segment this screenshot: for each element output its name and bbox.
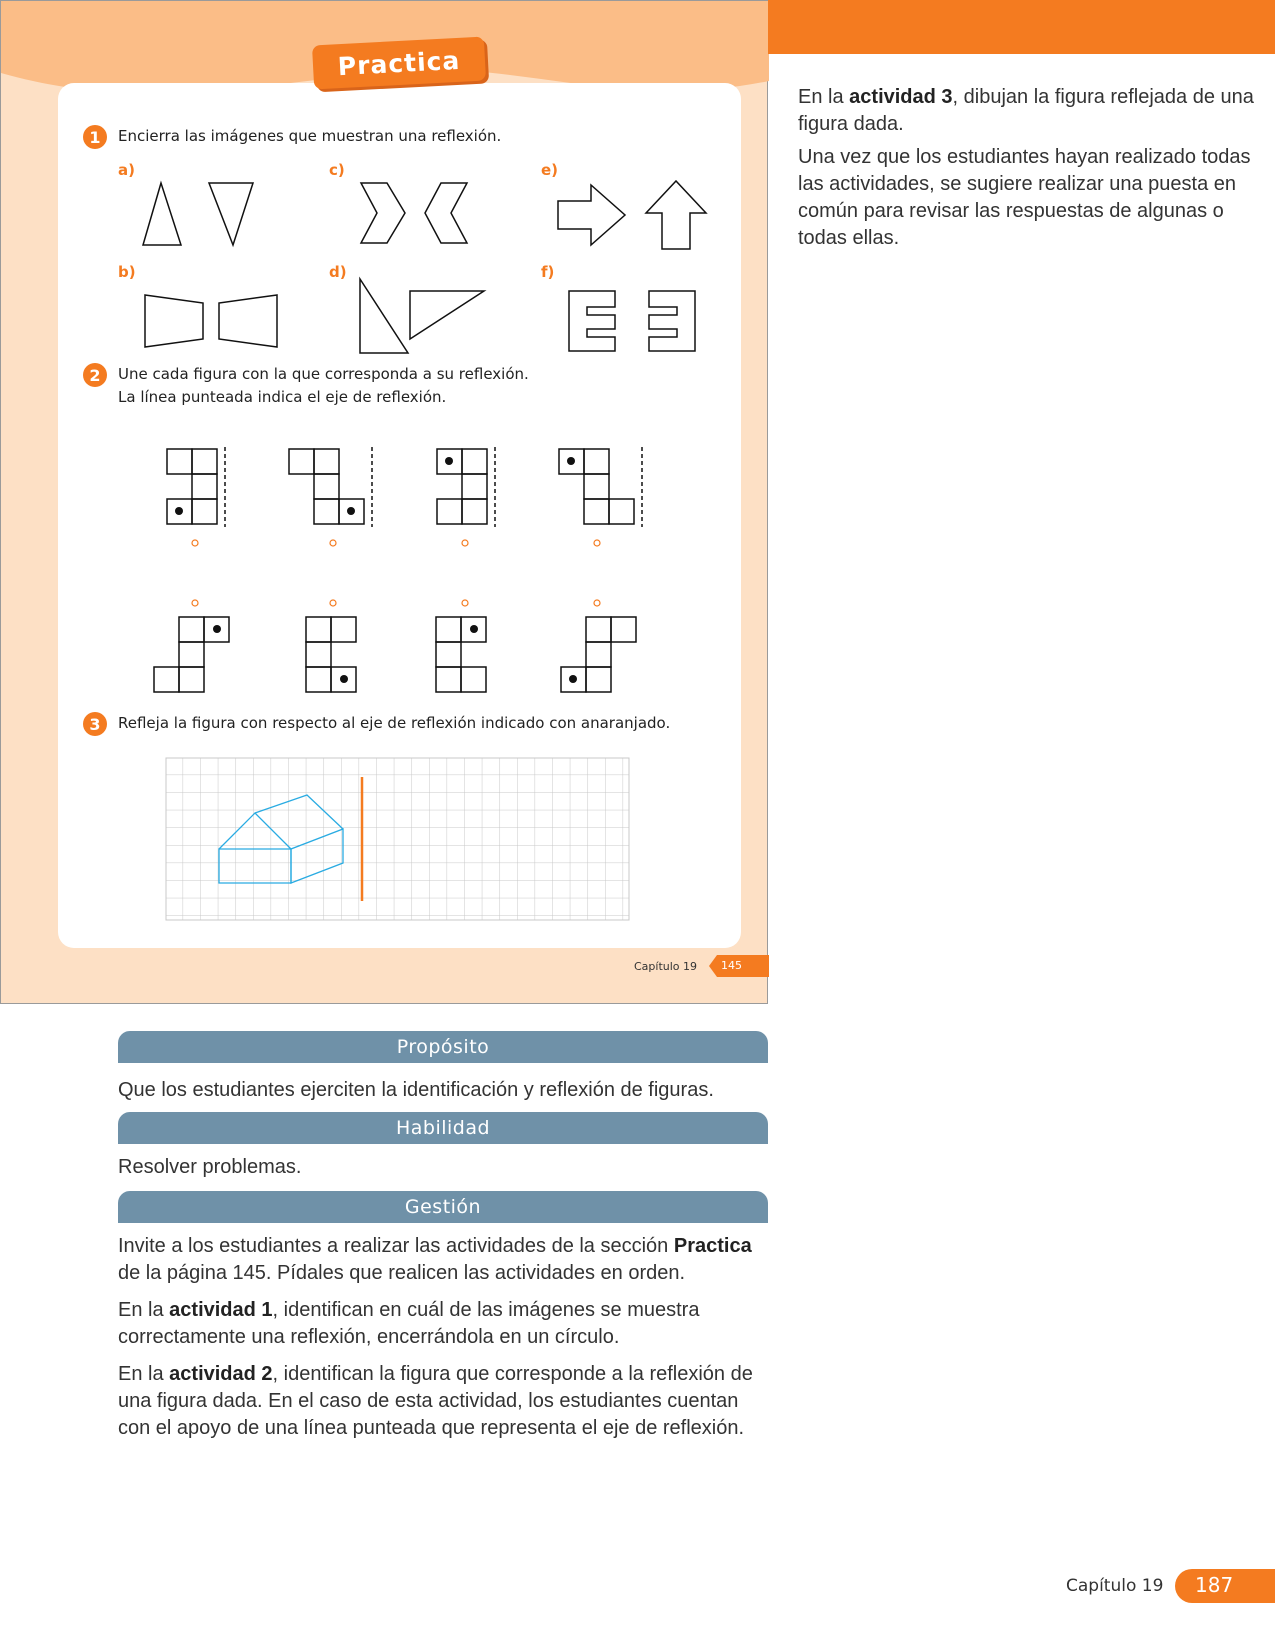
label-c: c) — [329, 161, 345, 179]
side-paragraph-2: Una vez que los estudiantes hayan realizado todas las actividades, se sugiere realizar una puesta en común para revisar las respuestas de algunas o todas ellas. — [798, 146, 1251, 249]
exercise-2-text-line1: Une cada figura con la que corresponda a su reflexión. — [118, 365, 529, 383]
label-b: b) — [118, 263, 136, 281]
gestion-paragraph-3: En la actividad 2, identifican la figura que corresponde a la reflexión de una figura dada. En el caso de esta actividad, los estudiantes cuentan con el apoyo de una línea punteada que representa el eje de reflexión. — [118, 1363, 753, 1439]
figure-b-trapezoids — [143, 293, 283, 353]
gestion-paragraph-2: En la actividad 1, identifican en cuál de las imágenes se muestra correctamente una reflexión, encerrándola en un círculo. — [118, 1299, 700, 1348]
section-header-habilidad: Habilidad — [118, 1112, 768, 1144]
reflection-grid — [165, 757, 631, 923]
exercise-1-text: Encierra las imágenes que muestran una reflexión. — [118, 127, 502, 145]
label-d: d) — [329, 263, 347, 281]
page-number: 187 — [1195, 1573, 1234, 1597]
section-header-proposito: Propósito — [118, 1031, 768, 1063]
exercise-1-number: 1 — [83, 125, 107, 149]
student-page-thumbnail — [0, 0, 768, 1004]
label-f: f) — [541, 263, 555, 281]
exercise-2-bottom-figures — [151, 597, 671, 697]
proposito-text: Que los estudiantes ejerciten la identificación y reflexión de figuras. — [118, 1079, 714, 1101]
habilidad-text: Resolver problemas. — [118, 1156, 302, 1178]
figure-c-chevrons — [359, 181, 479, 251]
student-footer-page: 145 — [721, 959, 742, 972]
side-notes — [798, 84, 1258, 258]
figure-e-arrows — [556, 179, 716, 255]
exercise-2-number: 2 — [83, 363, 107, 387]
figure-f-e-shapes — [567, 289, 707, 355]
side-paragraph-1: En la actividad 3, dibujan la figura reflejada de una figura dada. — [798, 86, 1254, 135]
exercise-3-number: 3 — [83, 712, 107, 736]
page-footer-chapter: Capítulo 19 — [1066, 1576, 1164, 1596]
figure-a-triangles — [141, 181, 261, 251]
exercise-2-top-figures — [165, 447, 665, 547]
student-footer-chapter: Capítulo 19 — [634, 960, 698, 973]
gestion-paragraph-1: Invite a los estudiantes a realizar las actividades de la sección Practica de la página 145. Pídales que realicen las actividades en orden. — [118, 1235, 752, 1284]
section-header-gestion: Gestión — [118, 1191, 768, 1223]
gestion-text — [118, 1233, 768, 1452]
exercise-3-text: Refleja la figura con respecto al eje de reflexión indicado con anaranjado. — [118, 714, 671, 732]
exercise-2-text-line2: La línea punteada indica el eje de reflexión. — [118, 388, 447, 406]
label-a: a) — [118, 161, 135, 179]
figure-d-right-triangles — [358, 277, 488, 357]
header-orange-band — [768, 0, 1275, 54]
label-e: e) — [541, 161, 559, 179]
practica-tab: Practica — [312, 37, 486, 90]
